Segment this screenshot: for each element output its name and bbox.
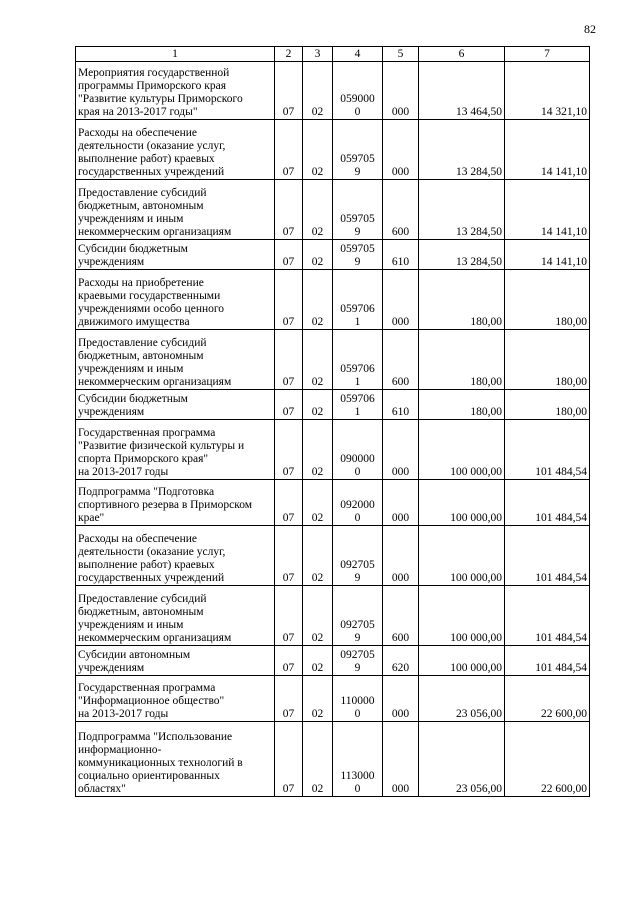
- row-expense-type: 000: [383, 420, 419, 480]
- row-expense-type: 610: [383, 240, 419, 270]
- column-header: 7: [505, 47, 590, 62]
- row-section: 07: [275, 240, 303, 270]
- row-expense-type: 620: [383, 646, 419, 676]
- row-subsection: 02: [303, 526, 333, 586]
- table-header-row: [76, 47, 590, 62]
- row-amount-2: 14 141,10: [505, 120, 590, 180]
- budget-table: [75, 46, 590, 797]
- row-expense-type: 600: [383, 180, 419, 240]
- row-section: 07: [275, 586, 303, 646]
- table-row: [76, 240, 590, 270]
- row-amount-1: 180,00: [419, 330, 505, 390]
- row-subsection: 02: [303, 646, 333, 676]
- row-expense-type: 000: [383, 480, 419, 526]
- row-subsection: 02: [303, 180, 333, 240]
- row-name: Субсидии бюджетным учреждениям: [76, 240, 275, 270]
- row-section: 07: [275, 420, 303, 480]
- row-expense-type: 000: [383, 722, 419, 797]
- row-expense-type: 600: [383, 586, 419, 646]
- row-amount-2: 101 484,54: [505, 420, 590, 480]
- row-target-code: 059706 1: [333, 390, 383, 420]
- row-name: Расходы на обеспечение деятельности (оказание услуг, выполнение работ) краевых государственных учреждений: [76, 120, 275, 180]
- row-amount-2: 22 600,00: [505, 676, 590, 722]
- row-amount-1: 180,00: [419, 270, 505, 330]
- row-amount-2: 101 484,54: [505, 526, 590, 586]
- column-header: 6: [419, 47, 505, 62]
- row-amount-2: 14 321,10: [505, 62, 590, 120]
- row-section: 07: [275, 676, 303, 722]
- row-target-code: 090000 0: [333, 420, 383, 480]
- row-amount-2: 101 484,54: [505, 646, 590, 676]
- row-subsection: 02: [303, 480, 333, 526]
- row-target-code: 059705 9: [333, 240, 383, 270]
- table-row: [76, 676, 590, 722]
- table-row: [76, 420, 590, 480]
- row-name: Подпрограмма "Использование информационно- коммуникационных технологий в социально ориентированных областях": [76, 722, 275, 797]
- row-subsection: 02: [303, 270, 333, 330]
- row-amount-1: 100 000,00: [419, 646, 505, 676]
- row-subsection: 02: [303, 722, 333, 797]
- row-name: Предоставление субсидий бюджетным, автономным учреждениям и иным некоммерческим организациям: [76, 330, 275, 390]
- row-target-code: 092705 9: [333, 646, 383, 676]
- row-section: 07: [275, 330, 303, 390]
- table-row: [76, 180, 590, 240]
- column-header: 3: [303, 47, 333, 62]
- row-name: Государственная программа "Развитие физической культуры и спорта Приморского края" на 2013-2017 годы: [76, 420, 275, 480]
- table-row: [76, 390, 590, 420]
- row-section: 07: [275, 180, 303, 240]
- table-row: [76, 526, 590, 586]
- row-expense-type: 000: [383, 676, 419, 722]
- row-amount-1: 13 284,50: [419, 120, 505, 180]
- table-row: [76, 270, 590, 330]
- row-name: Мероприятия государственной программы Приморского края "Развитие культуры Приморского края на 2013-2017 годы": [76, 62, 275, 120]
- row-amount-2: 180,00: [505, 330, 590, 390]
- row-name: Государственная программа "Информационное общество" на 2013-2017 годы: [76, 676, 275, 722]
- table-row: [76, 330, 590, 390]
- row-amount-1: 100 000,00: [419, 586, 505, 646]
- column-header: 5: [383, 47, 419, 62]
- row-subsection: 02: [303, 120, 333, 180]
- table-row: [76, 62, 590, 120]
- row-target-code: 092705 9: [333, 526, 383, 586]
- row-amount-2: 180,00: [505, 390, 590, 420]
- row-name: Субсидии бюджетным учреждениям: [76, 390, 275, 420]
- row-section: 07: [275, 62, 303, 120]
- row-amount-1: 100 000,00: [419, 480, 505, 526]
- row-section: 07: [275, 526, 303, 586]
- row-expense-type: 000: [383, 270, 419, 330]
- row-amount-1: 13 284,50: [419, 180, 505, 240]
- row-amount-2: 180,00: [505, 270, 590, 330]
- row-amount-2: 14 141,10: [505, 240, 590, 270]
- row-subsection: 02: [303, 390, 333, 420]
- row-section: 07: [275, 480, 303, 526]
- table-row: [76, 722, 590, 797]
- table-row: [76, 586, 590, 646]
- row-subsection: 02: [303, 62, 333, 120]
- row-name: Предоставление субсидий бюджетным, автономным учреждениям и иным некоммерческим организациям: [76, 586, 275, 646]
- row-section: 07: [275, 120, 303, 180]
- row-name: Подпрограмма "Подготовка спортивного резерва в Приморском крае": [76, 480, 275, 526]
- column-header: 1: [76, 47, 275, 62]
- row-target-code: 092000 0: [333, 480, 383, 526]
- row-section: 07: [275, 646, 303, 676]
- row-amount-1: 100 000,00: [419, 420, 505, 480]
- table-row: [76, 646, 590, 676]
- column-header: 2: [275, 47, 303, 62]
- row-amount-1: 100 000,00: [419, 526, 505, 586]
- row-expense-type: 610: [383, 390, 419, 420]
- row-target-code: 059705 9: [333, 180, 383, 240]
- column-header: 4: [333, 47, 383, 62]
- row-amount-2: 14 141,10: [505, 180, 590, 240]
- row-target-code: 059705 9: [333, 120, 383, 180]
- row-subsection: 02: [303, 676, 333, 722]
- row-expense-type: 600: [383, 330, 419, 390]
- row-target-code: 113000 0: [333, 722, 383, 797]
- row-amount-1: 23 056,00: [419, 676, 505, 722]
- row-name: Расходы на приобретение краевыми государственными учреждениями особо ценного движимого имущества: [76, 270, 275, 330]
- row-expense-type: 000: [383, 526, 419, 586]
- row-expense-type: 000: [383, 120, 419, 180]
- row-amount-2: 101 484,54: [505, 480, 590, 526]
- row-name: Предоставление субсидий бюджетным, автономным учреждениям и иным некоммерческим организациям: [76, 180, 275, 240]
- row-target-code: 059706 1: [333, 270, 383, 330]
- row-name: Субсидии автономным учреждениям: [76, 646, 275, 676]
- row-target-code: 059000 0: [333, 62, 383, 120]
- row-expense-type: 000: [383, 62, 419, 120]
- row-target-code: 092705 9: [333, 586, 383, 646]
- row-amount-1: 23 056,00: [419, 722, 505, 797]
- row-subsection: 02: [303, 330, 333, 390]
- row-amount-2: 22 600,00: [505, 722, 590, 797]
- row-section: 07: [275, 270, 303, 330]
- row-subsection: 02: [303, 586, 333, 646]
- row-target-code: 059706 1: [333, 330, 383, 390]
- row-target-code: 110000 0: [333, 676, 383, 722]
- row-amount-1: 13 284,50: [419, 240, 505, 270]
- row-amount-1: 180,00: [419, 390, 505, 420]
- row-subsection: 02: [303, 240, 333, 270]
- row-section: 07: [275, 390, 303, 420]
- row-amount-1: 13 464,50: [419, 62, 505, 120]
- table-row: [76, 480, 590, 526]
- row-name: Расходы на обеспечение деятельности (оказание услуг, выполнение работ) краевых государственных учреждений: [76, 526, 275, 586]
- row-subsection: 02: [303, 420, 333, 480]
- page-number: 82: [584, 22, 596, 36]
- row-section: 07: [275, 722, 303, 797]
- row-amount-2: 101 484,54: [505, 586, 590, 646]
- table-row: [76, 120, 590, 180]
